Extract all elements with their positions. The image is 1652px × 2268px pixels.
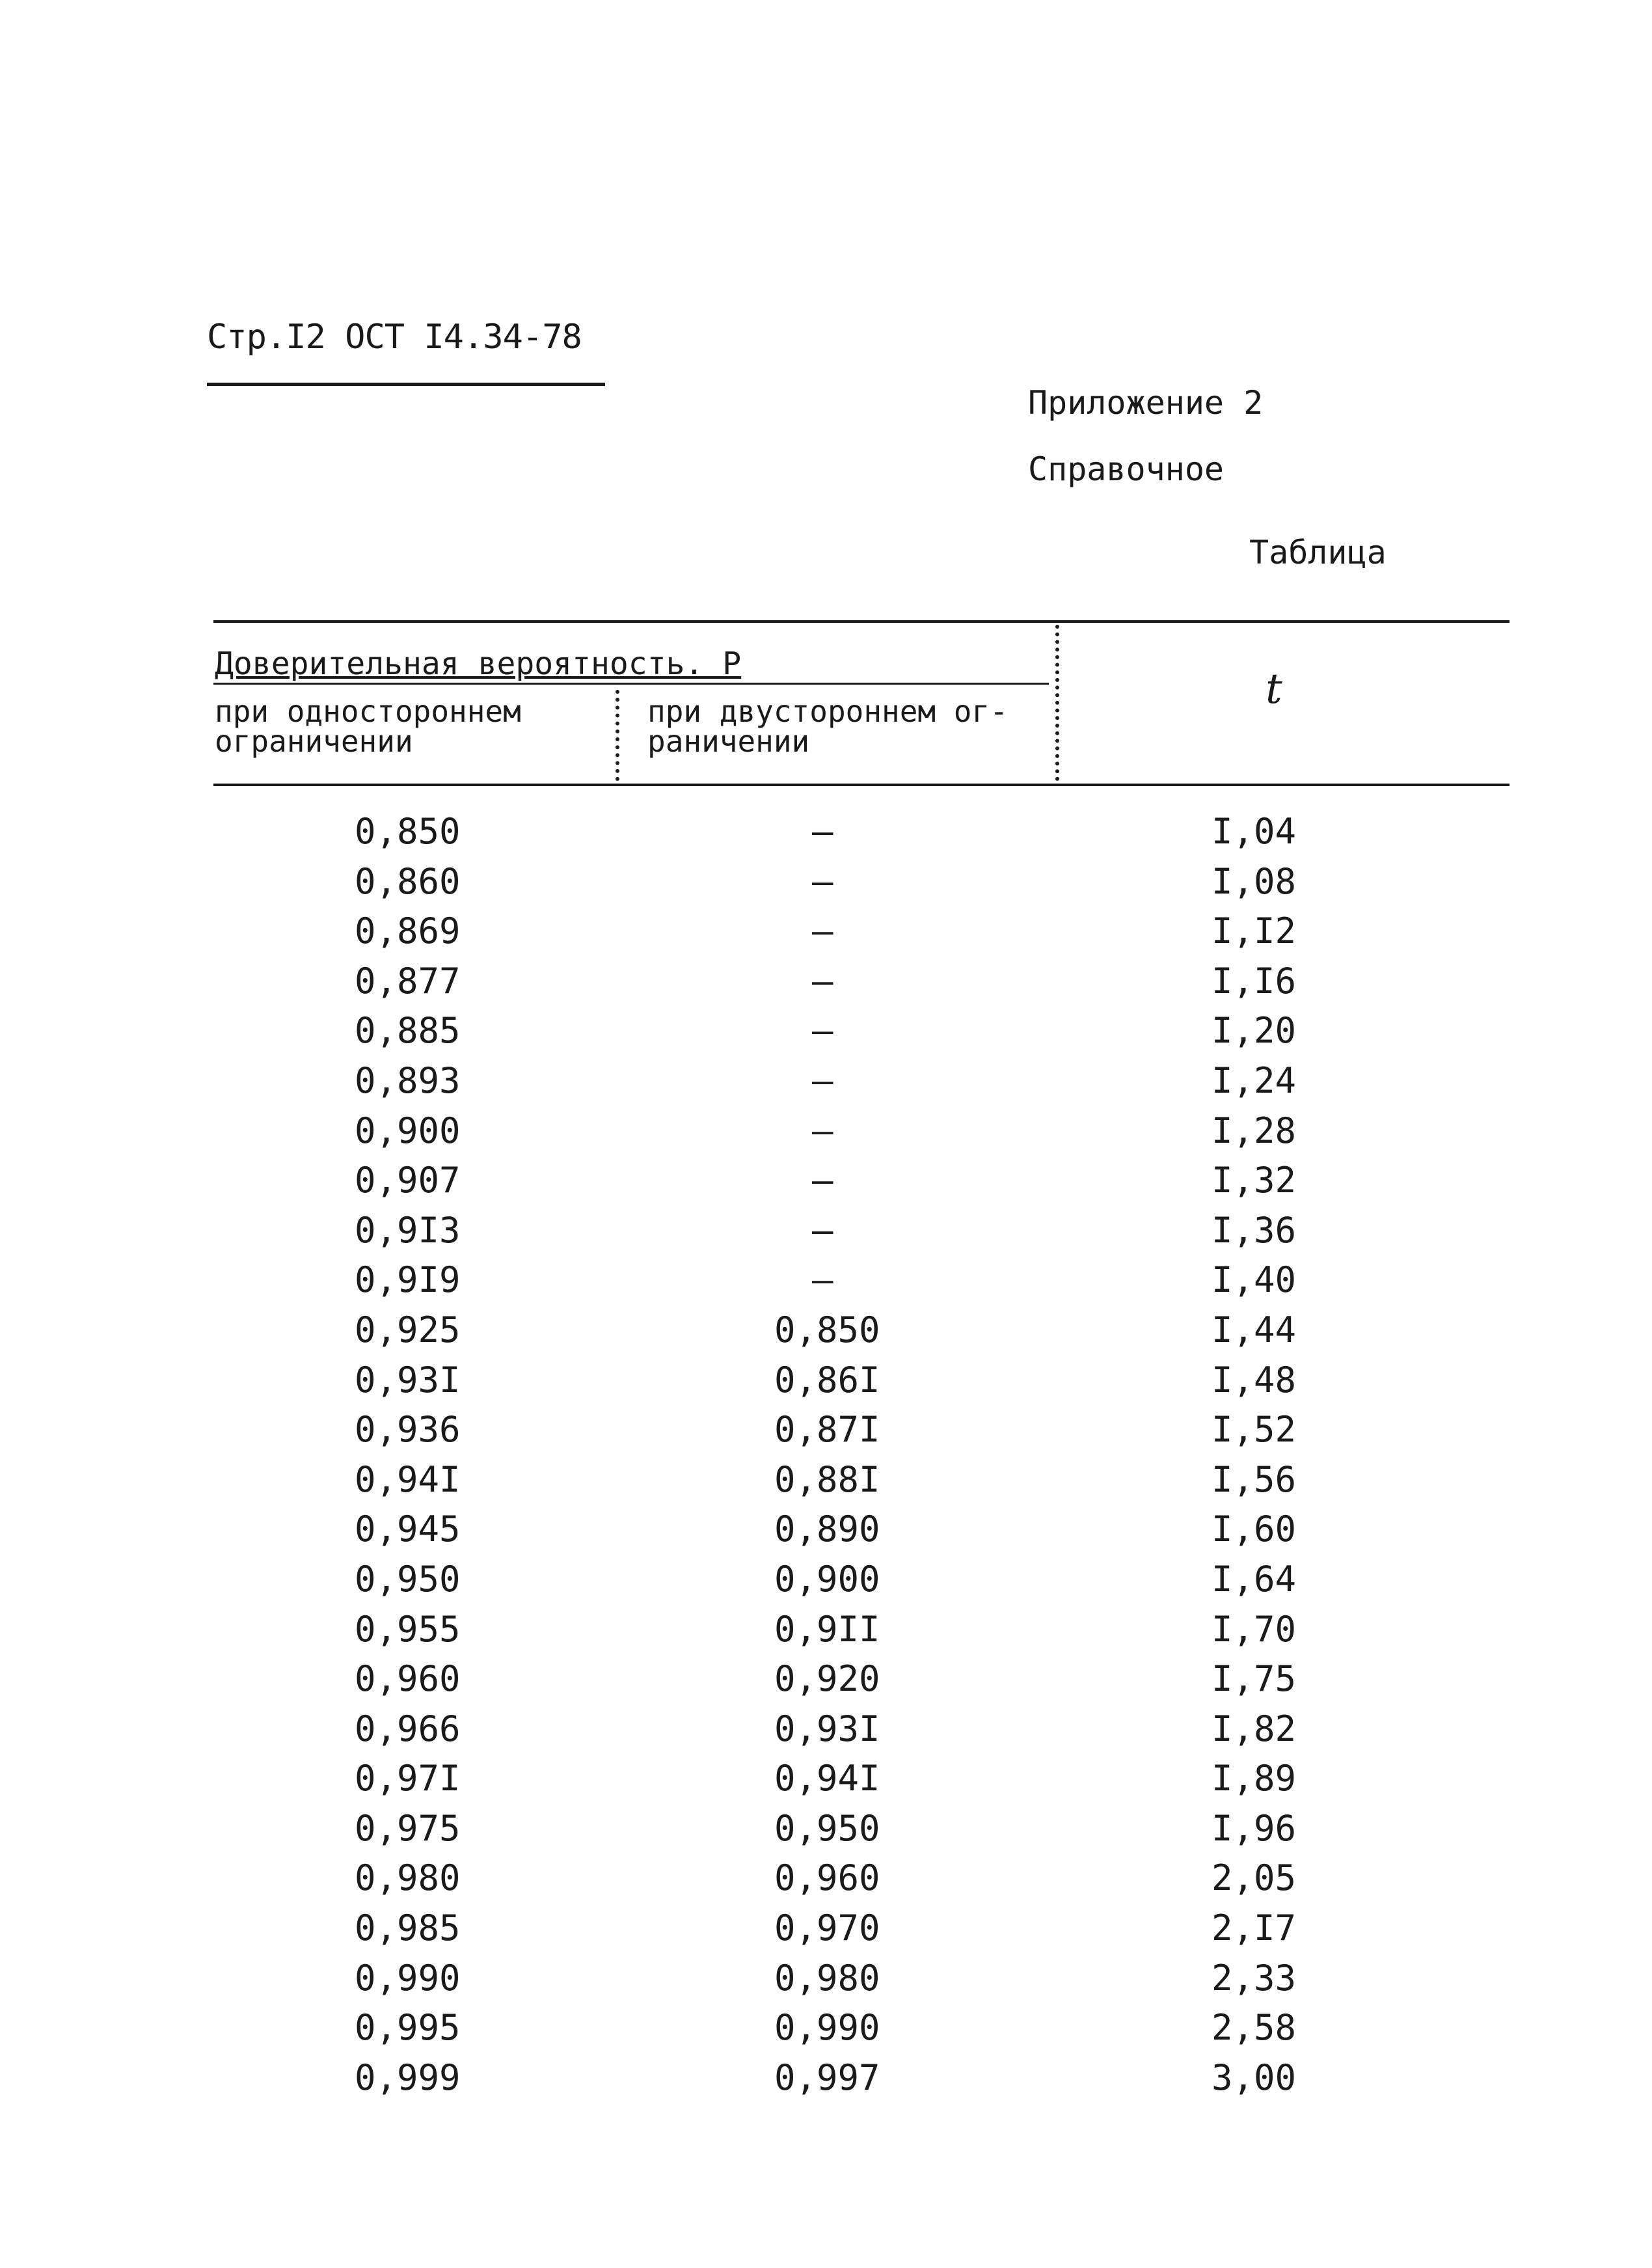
cell-t: I,36 bbox=[1212, 1209, 1297, 1251]
cell-two-sided: 0,88I bbox=[774, 1458, 880, 1500]
cell-one-sided: 0,869 bbox=[355, 910, 461, 952]
table-top-rule bbox=[213, 620, 1510, 623]
table-row bbox=[0, 957, 1652, 1007]
header-one-sided: при одностороннем ограничении bbox=[215, 694, 521, 759]
table-row bbox=[0, 1654, 1652, 1704]
cell-two-sided: 0,9II bbox=[774, 1608, 880, 1650]
cell-two-sided: – bbox=[812, 910, 833, 952]
cell-t: I,82 bbox=[1212, 1708, 1297, 1749]
header-probability: Доверительная вероятность. P bbox=[215, 646, 742, 682]
cell-two-sided: 0,970 bbox=[774, 1907, 880, 1949]
cell-two-sided: 0,87I bbox=[774, 1409, 880, 1451]
cell-t: 2,05 bbox=[1212, 1857, 1297, 1899]
cell-one-sided: 0,9I9 bbox=[355, 1259, 461, 1301]
table-row bbox=[0, 1505, 1652, 1555]
cell-t: I,56 bbox=[1212, 1458, 1297, 1500]
cell-one-sided: 0,990 bbox=[355, 1957, 461, 1999]
table-row bbox=[0, 1006, 1652, 1056]
header-t: t bbox=[1266, 665, 1282, 713]
cell-one-sided: 0,995 bbox=[355, 2007, 461, 2049]
cell-t: I,28 bbox=[1212, 1110, 1297, 1151]
table-row bbox=[0, 1954, 1652, 2004]
cell-one-sided: 0,960 bbox=[355, 1658, 461, 1700]
table-row bbox=[0, 1056, 1652, 1106]
table-header-bottom-rule bbox=[213, 784, 1510, 786]
table-row bbox=[0, 1605, 1652, 1655]
cell-two-sided: – bbox=[812, 860, 833, 902]
cell-one-sided: 0,93I bbox=[355, 1359, 461, 1400]
cell-one-sided: 0,999 bbox=[355, 2056, 461, 2098]
cell-t: I,89 bbox=[1212, 1758, 1297, 1799]
cell-t: I,04 bbox=[1212, 811, 1297, 852]
cell-two-sided: 0,900 bbox=[774, 1558, 880, 1600]
cell-t: I,I2 bbox=[1212, 910, 1297, 952]
cell-one-sided: 0,985 bbox=[355, 1907, 461, 1949]
cell-one-sided: 0,975 bbox=[355, 1807, 461, 1849]
table-row bbox=[0, 1904, 1652, 1954]
cell-two-sided: – bbox=[812, 1259, 833, 1301]
cell-two-sided: – bbox=[812, 1010, 833, 1052]
table-row bbox=[0, 1704, 1652, 1755]
cell-two-sided: 0,990 bbox=[774, 2007, 880, 2049]
table-row bbox=[0, 1405, 1652, 1455]
cell-one-sided: 0,966 bbox=[355, 1708, 461, 1749]
cell-t: I,75 bbox=[1212, 1658, 1297, 1700]
column-divider-dotted-t bbox=[1055, 625, 1059, 781]
cell-one-sided: 0,950 bbox=[355, 1558, 461, 1600]
cell-one-sided: 0,885 bbox=[355, 1010, 461, 1052]
cell-two-sided: 0,890 bbox=[774, 1509, 880, 1550]
table-row bbox=[0, 1356, 1652, 1406]
cell-one-sided: 0,893 bbox=[355, 1059, 461, 1101]
table-row bbox=[0, 1305, 1652, 1356]
table-row bbox=[0, 1255, 1652, 1305]
cell-t: I,32 bbox=[1212, 1160, 1297, 1201]
cell-two-sided: – bbox=[812, 1209, 833, 1251]
appendix-kind: Справочное bbox=[1028, 450, 1225, 488]
table-row bbox=[0, 807, 1652, 857]
cell-two-sided: 0,960 bbox=[774, 1857, 880, 1899]
cell-two-sided: 0,86I bbox=[774, 1359, 880, 1400]
cell-one-sided: 0,850 bbox=[355, 811, 461, 852]
cell-one-sided: 0,97I bbox=[355, 1758, 461, 1799]
cell-one-sided: 0,907 bbox=[355, 1160, 461, 1201]
cell-one-sided: 0,945 bbox=[355, 1509, 461, 1550]
table-row bbox=[0, 1156, 1652, 1206]
cell-t: I,I6 bbox=[1212, 960, 1297, 1002]
cell-t: 2,58 bbox=[1212, 2007, 1297, 2049]
cell-t: 3,00 bbox=[1212, 2056, 1297, 2098]
cell-two-sided: – bbox=[812, 1059, 833, 1101]
table-row bbox=[0, 1455, 1652, 1505]
cell-t: 2,I7 bbox=[1212, 1907, 1297, 1949]
cell-t: I,64 bbox=[1212, 1558, 1297, 1600]
table-row bbox=[0, 1555, 1652, 1605]
cell-two-sided: 0,850 bbox=[774, 1309, 880, 1350]
cell-two-sided: – bbox=[812, 811, 833, 852]
table-row bbox=[0, 1206, 1652, 1256]
table-row bbox=[0, 2053, 1652, 2103]
header-probability-rule bbox=[213, 683, 1049, 685]
cell-t: I,44 bbox=[1212, 1309, 1297, 1350]
cell-two-sided: – bbox=[812, 960, 833, 1002]
cell-t: I,60 bbox=[1212, 1509, 1297, 1550]
cell-t: I,24 bbox=[1212, 1059, 1297, 1101]
cell-two-sided: 0,94I bbox=[774, 1758, 880, 1799]
table-row bbox=[0, 1106, 1652, 1156]
cell-two-sided: 0,980 bbox=[774, 1957, 880, 1999]
table-row bbox=[0, 857, 1652, 907]
cell-t: I,70 bbox=[1212, 1608, 1297, 1650]
table-row bbox=[0, 1754, 1652, 1804]
cell-two-sided: – bbox=[812, 1110, 833, 1151]
cell-two-sided: 0,997 bbox=[774, 2056, 880, 2098]
cell-t: I,20 bbox=[1212, 1010, 1297, 1052]
cell-t: I,96 bbox=[1212, 1807, 1297, 1849]
table-row bbox=[0, 1804, 1652, 1854]
table-body bbox=[0, 807, 1652, 2103]
cell-one-sided: 0,980 bbox=[355, 1857, 461, 1899]
cell-two-sided: – bbox=[812, 1160, 833, 1201]
cell-t: 2,33 bbox=[1212, 1957, 1297, 1999]
cell-one-sided: 0,936 bbox=[355, 1409, 461, 1451]
column-divider-dotted bbox=[616, 690, 619, 781]
table-row bbox=[0, 907, 1652, 957]
table-row bbox=[0, 1853, 1652, 1904]
cell-two-sided: 0,950 bbox=[774, 1807, 880, 1849]
cell-one-sided: 0,94I bbox=[355, 1458, 461, 1500]
cell-t: I,40 bbox=[1212, 1259, 1297, 1301]
cell-t: I,52 bbox=[1212, 1409, 1297, 1451]
appendix-title: Приложение 2 bbox=[1028, 384, 1264, 422]
cell-one-sided: 0,900 bbox=[355, 1110, 461, 1151]
cell-two-sided: 0,920 bbox=[774, 1658, 880, 1700]
cell-one-sided: 0,877 bbox=[355, 960, 461, 1002]
cell-one-sided: 0,925 bbox=[355, 1309, 461, 1350]
cell-t: I,08 bbox=[1212, 860, 1297, 902]
header-two-sided: при двустороннем ог-раничении bbox=[647, 694, 1008, 759]
cell-two-sided: 0,93I bbox=[774, 1708, 880, 1749]
cell-one-sided: 0,860 bbox=[355, 860, 461, 902]
table-row bbox=[0, 2003, 1652, 2053]
table-label: Таблица bbox=[1249, 534, 1387, 571]
cell-one-sided: 0,9I3 bbox=[355, 1209, 461, 1251]
cell-t: I,48 bbox=[1212, 1359, 1297, 1400]
page-header: Стр.I2 ОСТ I4.34-78 bbox=[207, 318, 582, 357]
cell-one-sided: 0,955 bbox=[355, 1608, 461, 1650]
header-underline bbox=[207, 383, 605, 386]
